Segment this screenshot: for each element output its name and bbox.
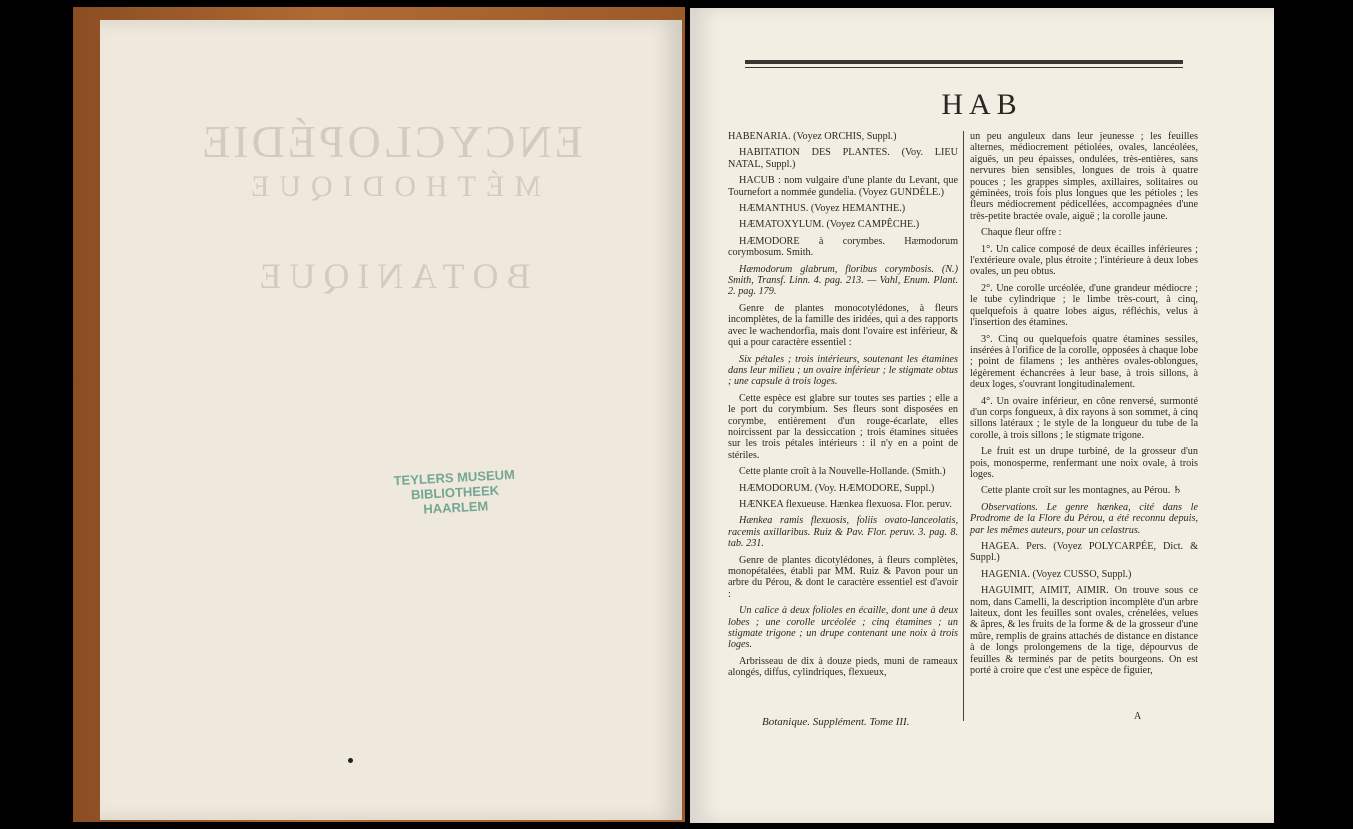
- signature-mark: A: [1134, 711, 1142, 722]
- entry-hagea: HAGEA. Pers. (Voyez POLYCARPÉE, Dict. & Suppl.): [970, 541, 1198, 564]
- bleed-title-3: BOTANIQUE: [251, 256, 531, 296]
- entry-haemodore-genre: Genre de plantes monocotylédones, à fleurs incomplètes, de la famille des iridées, qui a des rapports avec le wachendorfia, mais dont l'ovaire est inférieur, & qui a pour caractère essentiel :: [728, 302, 958, 349]
- left-column: [728, 131, 958, 684]
- entry-etamines: 3°. Cinq ou quelquefois quatre étamines sessiles, insérées à l'orifice de la corolle, opposées à chaque lobe ; point de filamens ; les anthères ovales-oblongues, légèrement échancrées à leur base, à trois sillons, à deux loges, s'ouvrant longitudinalement.: [970, 333, 1198, 391]
- entry-haemodore: HÆMODORE à corymbes. Hæmodorum corymbosum. Smith.: [728, 235, 958, 259]
- entry-habitation: HABITATION DES PLANTES. (Voy. LIEU NATAL, Suppl.): [728, 147, 958, 170]
- column-divider: [963, 131, 964, 721]
- library-stamp: [374, 466, 536, 519]
- entry-haenkea-genre: Genre de plantes dicotylédones, à fleurs complètes, monopétalées, établi par MM. Ruiz & Pavon pour un arbre du Pérou, & dont le caractère essentiel est d'avoir :: [728, 554, 958, 600]
- entry-haenkea: HÆNKEA flexueuse. Hænkea flexuosa. Flor. peruv.: [739, 498, 952, 510]
- entry-corolle: 2°. Une corolle urcéolée, d'une grandeur médiocre ; le tube cylindrique ; le limbe très-court, à cinq, quelquefois à quatre lobes aigus, réfléchis, velus à l'insertion des étamines.: [970, 282, 1198, 329]
- top-rule-thin: [745, 67, 1183, 68]
- entry-habitat: Cette plante croît sur les montagnes, au Pérou. ♄: [981, 485, 1182, 497]
- entry-flower-intro: Chaque fleur offre :: [981, 227, 1062, 239]
- page-header: HAB: [941, 88, 1023, 121]
- bleed-title-2: MÉTHODIQUE: [241, 170, 541, 203]
- entry-haenkea-synonym: Hænkea ramis flexuosis, foliis ovato-lanceolatis, racemis axillaribus. Ruiz & Pav. Flor. peruv. 3. pag. 8. tab. 231.: [728, 515, 958, 550]
- entry-haemodore-synonym: Hæmodorum glabrum, floribus corymbosis. (N.) Smith, Transf. Linn. 4. pag. 213. — Vahl, Enum. Plant. 2. pag. 179.: [728, 263, 958, 298]
- stamp-line-1: TEYLERS MUSEUM: [393, 466, 516, 489]
- entry-haenkea-continued: un peu anguleux dans leur jeunesse ; les feuilles alternes, médiocrement pétiolées, ovales, lancéolées, aiguës, un peu épaisses, ondulées, très-entières, sans nervures bien sensibles, longues de trois à quatre pouces ; les grappes simples, axillaires, solitaires ou géminées, trois fois plus longues que les pétioles ; les fleurs médiocrement pédicellées, accompagnées d'une très-petite bractée ovale, aiguë ; la corolle jaune.: [970, 131, 1198, 222]
- stamp-line-2: BIBLIOTHEEK: [410, 482, 500, 503]
- entry-haemodore-description: Cette espèce est glabre sur toutes ses parties ; elle a le port du corymbium. Ses fleurs sont disposées en corymbe, entièrement d'un rouge-écarlate, elles noircissent par la dessiccation ; trois étamines situées sur les trois pétales intérieurs : il n'y en a point de stériles.: [728, 392, 958, 461]
- entry-haguimit: HAGUIMIT, AIMIT, AIMIR. On trouve sous ce nom, dans Camelli, la description incomplète d'un arbre laiteux, dont les feuilles sont ovales, crénelées, velues & âpres, & les fruits de la forme & de la grosseur d'une mûre, remplis de grains attachés de distance en distance à de longs prolongemens de la tige, dépourvus de feuilles & terminés par de petits bourgeons. On est porté à croire que c'est une espèce de figuier,: [970, 585, 1198, 677]
- entry-haenkea-description: Arbrisseau de dix à douze pieds, muni de rameaux alongés, diffus, cylindriques, flexueux,: [728, 655, 958, 679]
- entry-haemanthus: HÆMANTHUS. (Voyez HEMANTHE.): [739, 203, 906, 215]
- left-page: [100, 20, 682, 820]
- entry-ovaire: 4°. Un ovaire inférieur, en cône renversé, surmonté d'un corps fongueux, à dix rayons à son sommet, à cinq sillons latéraux ; le style de la longueur du tube de la corolle, à trois sillons ; le stigmate trigone.: [970, 395, 1198, 441]
- entry-observations: Observations. Le genre hænkea, cité dans le Prodrome de la Flore du Pérou, a été reconnu depuis, par les mêmes auteurs, pour un celastrus.: [970, 501, 1198, 536]
- entry-fruit: Le fruit est un drupe turbiné, de la grosseur d'un pois, monosperme, renfermant une noix ovale, à trois loges.: [970, 446, 1198, 480]
- top-rule-thick: [745, 60, 1183, 64]
- right-page: [690, 8, 1274, 823]
- ink-dot: [348, 758, 353, 763]
- entry-haemodorum: HÆMODORUM. (Voy. HÆMODORE, Suppl.): [739, 482, 935, 494]
- entry-calice: 1°. Un calice composé de deux écailles inférieures ; l'extérieure ovale, plus étroite ; l'intérieure à deux lobes ovales, un peu obtus.: [970, 243, 1198, 278]
- entry-haemodore-character: Six pétales ; trois intérieurs, soutenant les étamines dans leur milieu ; un ovaire inférieur ; le stigmate obtus ; une capsule à trois loges.: [728, 353, 958, 388]
- right-column: [970, 131, 1198, 681]
- stamp-line-3: HAARLEM: [422, 498, 489, 517]
- entry-habenaria: HABENARIA. (Voyez ORCHIS, Suppl.): [728, 131, 897, 142]
- entry-haematoxylum: HÆMATOXYLUM. (Voyez CAMPÊCHE.): [739, 219, 920, 231]
- entry-hacub: HACUB : nom vulgaire d'une plante du Levant, que Tournefort a nommée gundelia. (Voyez GUNDÈLE.): [728, 175, 958, 198]
- entry-hagenia: HAGENIA. (Voyez CUSSO, Suppl.): [981, 568, 1132, 580]
- bleed-title-1: ENCYCLOPÉDIE: [199, 116, 583, 167]
- page-footer: Botanique. Supplément. Tome III.: [762, 716, 910, 728]
- entry-haenkea-character: Un calice à deux folioles en écaille, dont une à deux lobes ; une corolle urcéolée ; cinq étamines ; un stigmate trigone ; un drupe contenant une noix à trois loges.: [728, 605, 958, 651]
- entry-haemodore-habitat: Cette plante croît à la Nouvelle-Hollande. (Smith.): [739, 466, 946, 478]
